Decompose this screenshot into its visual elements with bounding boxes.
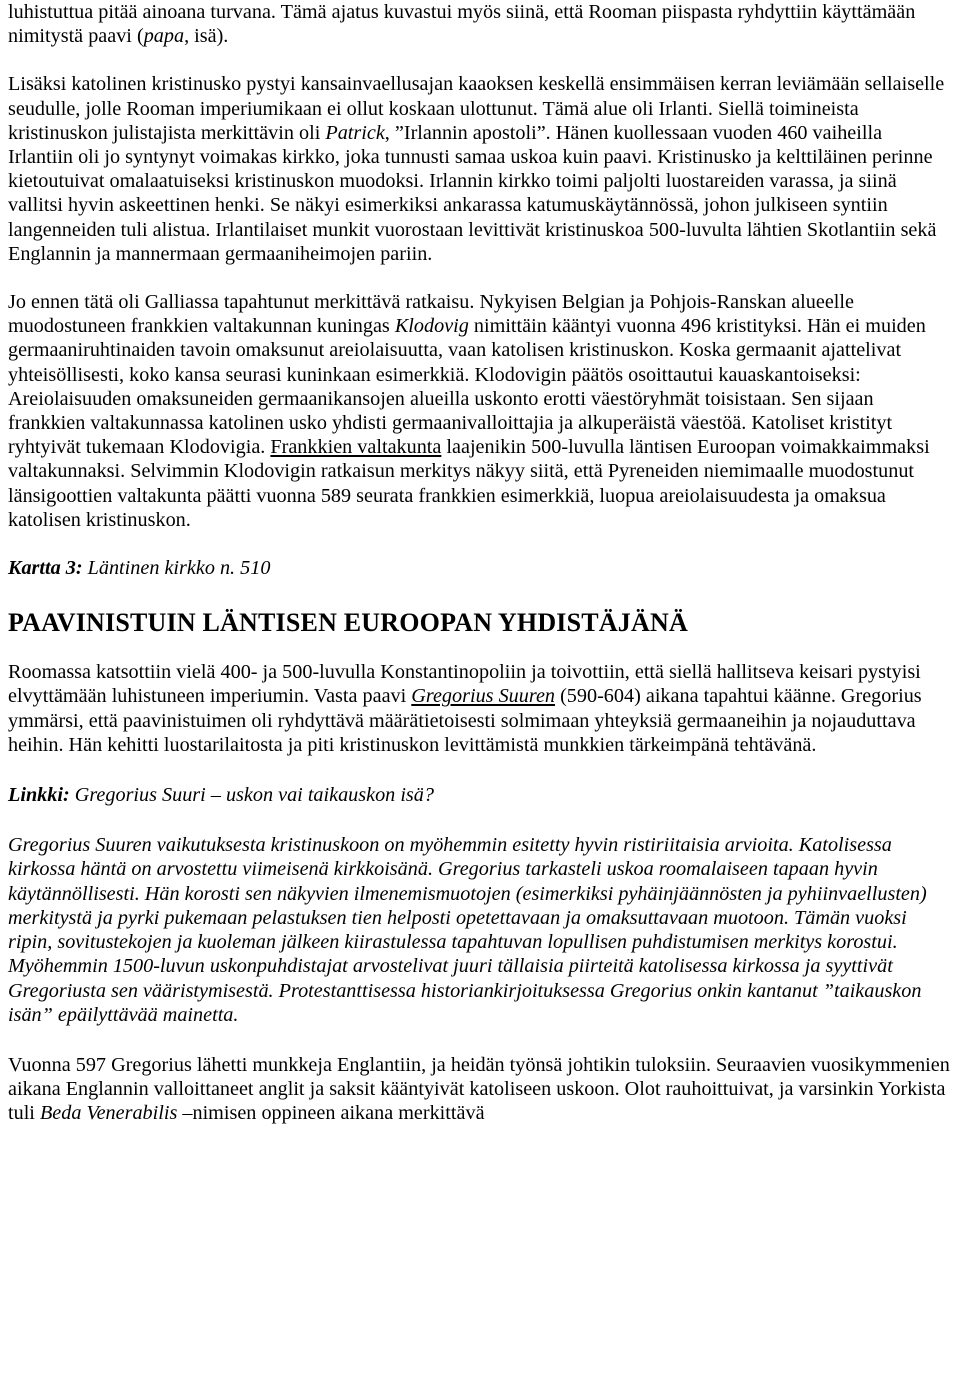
paragraph-text: Vuonna 597 Gregorius lähetti munkkeja Englantiin, ja heidän työnsä johtikin tuloksiin. Seuraavien vuosikymmenien aikana Englannin valloittaneet anglit ja saksit kääntyivät katoliseen uskoon. Olot rauhoittuivat, ja varsinkin Yorkista tuli bbox=[8, 1053, 950, 1125]
map-caption-label: Kartta 3: bbox=[8, 557, 83, 580]
paragraph-text: (590-604) aikana tapahtui käänne. Gregorius ymmärsi, että paavinistuimen oli ryhdyttävä määrätietoisesti solmimaan yhteyksiä germaaneihin ja nojauduttava heihin. Hän kehitti luostarilaitosta ja piti kristinuskon levittämistä munkkien tärkeimpänä tehtävänä. bbox=[8, 685, 922, 756]
paragraph-gregorius-influence: Gregorius Suuren vaikutuksesta kristinuskoon on myöhemmin esitetty hyvin ristiriitaisia arvioita. Katolisessa kirkossa häntä on arvostettu viimeisenä kirkkoisänä. Gregorius tarkasteli uskoa roomalaiseen tapaan hyvin käytännöllisesti. Hän korosti sen näkyvien ilmenemismuotojen (esimerkiksi pyhäinjäännösten ja pyhiinvaellusten) merkitystä ja pyrki pukemaan pelastuksen tien helposti opetettavaan ja omaksuttavaan muotoon. Tämän vuoksi ripin, sovitustekojen ja kuoleman jälkeen kiirastulessa tapahtuvan lopullisen puhdistumisen merkitys korostui. Myöhemmin 1500-luvun uskonpuhdistajat arvostelivat juuri tällaisia piirteitä katolisessa kirkossa ja syyttivät Gregoriusta sen vääristymisestä. Protestanttisessa historiankirjoituksessa Gregorius onkin kantanut ”taikauskon isän” epäilyttävää mainetta. bbox=[8, 834, 927, 1026]
paragraph-text: luhistuttua pitää ainoana turvana. Tämä ajatus kuvastui myös siinä, että Rooman piispasta ryhdyttiin käyttämään nimitystä paavi ( bbox=[8, 1, 916, 48]
link-gregorius-suuri[interactable]: Gregorius Suuri – uskon vai taikauskon isä? bbox=[69, 784, 434, 807]
paragraph-text: , isä). bbox=[184, 25, 229, 48]
paragraph-rome bbox=[8, 660, 952, 757]
link-frankkien-valtakunta[interactable]: Frankkien valtakunta bbox=[270, 436, 442, 459]
term-papa: papa bbox=[143, 25, 185, 48]
name-patrick: Patrick bbox=[325, 121, 385, 144]
paragraph-gaul bbox=[8, 290, 952, 532]
paragraph-papacy bbox=[8, 0, 952, 48]
map-caption bbox=[8, 556, 952, 580]
name-beda-venerabilis: Beda Venerabilis bbox=[39, 1102, 178, 1125]
section-heading: PAAVINISTUIN LÄNTISEN EUROOPAN YHDISTÄJÄNÄ bbox=[8, 608, 688, 638]
map-caption-text: Läntinen kirkko n. 510 bbox=[82, 557, 271, 580]
link-gregorius-suuren[interactable]: Gregorius Suuren bbox=[411, 685, 556, 708]
paragraph-text: Lisäksi katolinen kristinusko pystyi kansainvaellusajan kaaoksen keskellä ensimmäisen kerran leviämään sellaiselle seudulle, jolle Rooman imperiumikaan ei ollut koskaan ulottunut. Tämä alue oli Irlanti. Siellä toimineista kristinuskon julistajista merkittävin oli bbox=[8, 73, 945, 144]
paragraph-text: nimittäin kääntyi vuonna 496 kristityksi. Hän ei muiden germaaniruhtinaiden tavoin omaksunut areiolaisuutta, vaan katolisen kristinuskon. Koska germaanit ajattelivat yhteisöllisesti, koko kansa seurasi kuninkaan esimerkkiä. Klodovigin päätös osoittautui kauaskantoiseksi: Areiolaisuuden omaksuneiden germaanikansojen alueilla uskonto erotti väestöryhmät toisistaan. Sen sijaan frankkien valtakunnassa katolinen usko yhdisti germaanivalloittajia ja alkuperäistä väestöä. Katoliset kristityt ryhtyivät tukemaan Klodovigia. bbox=[8, 315, 926, 459]
paragraph-text: –nimisen oppineen aikana merkittävä bbox=[177, 1102, 485, 1125]
link-label: Linkki: bbox=[8, 784, 70, 807]
paragraph-text: , ”Irlannin apostoli”. Hänen kuollessaan vuoden 460 vaiheilla Irlantiin oli jo syntynyt voimakas kirkko, joka tunnusti samaa uskoa kuin paavi. Kristinusko ja kelttiläinen perinne kietoutuivat omalaatuiseksi kristinuskon muodoksi. Irlannin kirkko toimi paljolti luostareiden varassa, ja siinä vallitsi hyvin askeettinen henki. Se näkyi esimerkiksi ankarassa katumuskäytännössä, johon julkiseen syntiin langenneiden tuli alistua. Irlantilaiset munkit vuorostaan levittivät kristinuskoa 500-luvulta lähtien Skotlantiin sekä Englannin ja mannermaan germaaniheimojen pariin. bbox=[8, 121, 937, 265]
paragraph-text: laajenikin 500-luvulla läntisen Euroopan voimakkaimmaksi valtakunnaksi. Selvimmin Klodovigin ratkaisun merkitys näkyy siitä, että Pyreneiden niemimaalle muodostunut länsigoottien valtakunta päätti vuonna 589 seurata frankkien esimerkkiä, luopua areiolaisuudesta ja omaksua katolisen kristinuskon. bbox=[8, 436, 930, 531]
paragraph-england bbox=[8, 1053, 952, 1126]
paragraph-text: Jo ennen tätä oli Galliassa tapahtunut merkittävä ratkaisu. Nykyisen Belgian ja Pohjois-Ranskan alueelle muodostuneen frankkien valtakunnan kuningas bbox=[8, 291, 854, 338]
link-line bbox=[8, 783, 952, 807]
paragraph-ireland bbox=[8, 72, 952, 266]
name-klodovig: Klodovig bbox=[394, 315, 469, 338]
paragraph-text: Roomassa katsottiin vielä 400- ja 500-luvulla Konstantinopoliin ja toivottiin, että siellä hallitseva keisari pystyisi elvyttämään luhistuneen imperiumin. Vasta paavi bbox=[8, 661, 921, 708]
